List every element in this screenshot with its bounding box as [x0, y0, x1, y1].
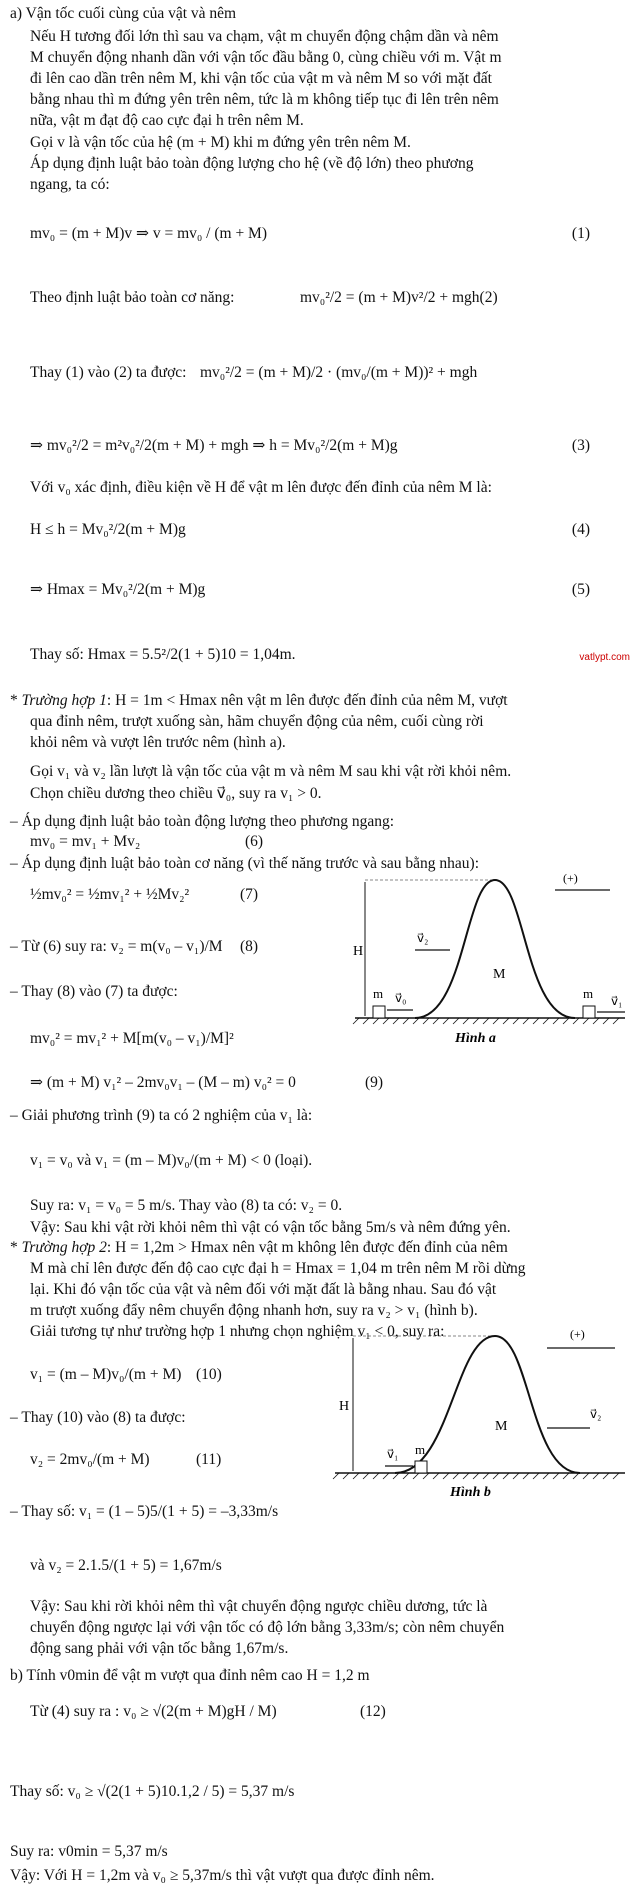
- eq-number-3: (3): [571, 437, 590, 454]
- equation-14: v₁ = (m – M)v₀/(m + M): [30, 1366, 182, 1383]
- block-m: [415, 1461, 427, 1473]
- equation-5: H ≤ h = Mv₀²/2(m + M)g: [30, 521, 186, 538]
- equation-13: v₁ = v₀ và v₁ = (m – M)v₀/(m + M) < 0 (loại).: [30, 1152, 313, 1169]
- equation-15: v₂ = 2mv₀/(m + M): [30, 1451, 150, 1468]
- equation-16: – Thay số: v₁ = (1 – 5)5/(1 + 5) = –3,33m/s: [10, 1503, 279, 1520]
- eq-number-7: (7): [240, 886, 259, 903]
- ground-hatching: [333, 1473, 619, 1479]
- paragraph-line: Theo định luật bảo toàn cơ năng:: [30, 289, 235, 306]
- label-m-left: m: [373, 986, 384, 1001]
- paragraph-line: M chuyển động nhanh dần với vận tốc đầu bằng 0, cùng chiều với m. Vật m: [30, 49, 502, 66]
- equation-12: ⇒ (m + M) v₁² – 2mv₀v₁ – (M – m) v₀² = 0: [30, 1074, 296, 1091]
- eq-number-1: (1): [571, 225, 590, 242]
- paragraph-line: bằng nhau thì m đứng yên trên nêm, tức là m không tiếp tục đi lên trên nêm: [30, 91, 499, 108]
- paragraph-line: – Áp dụng định luật bảo toàn động lượng theo phương ngang:: [10, 813, 395, 830]
- paragraph-line: động sang phải với vận tốc bằng 1,67m/s.: [30, 1640, 289, 1657]
- block-m-left: [373, 1006, 385, 1018]
- paragraph-line: Vậy: Sau khi rời khỏi nêm thì vật chuyển động ngược chiều dương, tức là: [30, 1598, 488, 1615]
- paragraph-line: ngang, ta có:: [30, 176, 110, 193]
- paragraph-line: Thay (1) vào (2) ta được:: [30, 364, 187, 381]
- eq-number-8: (8): [240, 938, 259, 955]
- eq-number-6: (6): [245, 833, 264, 850]
- equation-11: mv₀² = mv₁² + M[m(v₀ – v₁)/M]²: [30, 1030, 234, 1047]
- paragraph-line: Vậy: Với H = 1,2m và v₀ ≥ 5,37m/s thì vật vượt qua được đỉnh nêm.: [10, 1867, 435, 1884]
- figure-b: [315, 1318, 630, 1508]
- wedge-curve: [415, 880, 575, 1018]
- label-v1: v⃗₁: [611, 994, 623, 1008]
- label-v2: v⃗₂: [417, 931, 429, 945]
- eq-number-5: (5): [571, 581, 590, 598]
- caption-b: Hình b: [450, 1485, 491, 1500]
- caption-a: Hình a: [455, 1031, 496, 1046]
- eq-number-11: (11): [196, 1451, 222, 1468]
- paragraph-line: Suy ra: v₁ = v₀ = 5 m/s. Thay vào (8) ta có: v₂ = 0.: [30, 1197, 343, 1214]
- label-H: H: [339, 1399, 350, 1414]
- label-v0: v⃗₀: [395, 991, 407, 1005]
- eq-number-9: (9): [365, 1074, 384, 1091]
- case-1-line: * Trường hợp 1: H = 1m < Hmax nên vật m lên được đến đỉnh của nêm M, vượt: [10, 692, 508, 709]
- paragraph-line: m trượt xuống đẩy nêm chuyển động nhanh hơn, suy ra v₂ > v₁ (hình b).: [30, 1302, 478, 1319]
- paragraph-line: qua đỉnh nêm, trượt xuống sàn, hãm chuyển động của nêm, cuối cùng rời: [30, 713, 484, 730]
- label-M: M: [493, 967, 506, 982]
- label-positive: (+): [570, 1327, 585, 1341]
- label-m: m: [415, 1442, 426, 1457]
- paragraph-line: Áp dụng định luật bảo toàn động lượng cho hệ (về độ lớn) theo phương: [30, 155, 474, 172]
- equation-3: mv₀²/2 = (m + M)/2 · (mv₀/(m + M))² + mgh: [200, 364, 478, 381]
- watermark: vatlypt.com: [579, 652, 630, 663]
- paragraph-line: – Thay (10) vào (8) ta được:: [10, 1409, 186, 1426]
- eq-number-4: (4): [571, 521, 590, 538]
- label-v1: v⃗₁: [387, 1447, 399, 1461]
- paragraph-line: Vậy: Sau khi vật rời khỏi nêm thì vật có vận tốc bằng 5m/s và nêm đứng yên.: [30, 1219, 511, 1236]
- case-2-text: : H = 1,2m > Hmax nên vật m không lên được đến đỉnh của nêm: [106, 1239, 508, 1256]
- paragraph-line: chuyển động ngược lại với vận tốc có độ lớn bằng 3,33m/s; còn nêm chuyển: [30, 1619, 505, 1636]
- equation-19: Thay số: v₀ ≥ √(2(1 + 5)10.1,2 / 5) = 5,37 m/s: [10, 1783, 295, 1800]
- equation-8: mv₀ = mv₁ + Mv₂: [30, 833, 141, 850]
- case-1-label: Trường hợp 1: [21, 692, 107, 709]
- paragraph-line: lại. Khi đó vận tốc của vật và nêm đối với mặt đất là bằng nhau. Sau đó vật: [30, 1281, 497, 1298]
- equation-7: Thay số: Hmax = 5.5²/2(1 + 5)10 = 1,04m.: [30, 646, 296, 663]
- case-2-line: * Trường hợp 2: H = 1,2m > Hmax nên vật m không lên được đến đỉnh của nêm: [10, 1239, 508, 1256]
- equation-10: – Từ (6) suy ra: v₂ = m(v₀ – v₁)/M: [10, 938, 223, 955]
- label-positive: (+): [563, 871, 578, 885]
- block-m-right: [583, 1006, 595, 1018]
- eq-number-12: (12): [360, 1703, 386, 1720]
- paragraph-line: Gọi v₁ và v₂ lần lượt là vận tốc của vật m và nêm M sau khi vật rời khỏi nêm.: [30, 763, 512, 780]
- equation-1: mv₀ = (m + M)v ⇒ v = mv₀ / (m + M): [30, 225, 268, 242]
- paragraph-line: Chọn chiều dương theo chiều v⃗₀, suy ra v₁ > 0.: [30, 785, 322, 802]
- figure-a: [345, 860, 630, 1050]
- paragraph-line: – Áp dụng định luật bảo toàn cơ năng (vì thế năng trước và sau bằng nhau):: [10, 855, 480, 872]
- equation-4: ⇒ mv₀²/2 = m²v₀²/2(m + M) + mgh ⇒ h = Mv₀²/2(m + M)g: [30, 437, 398, 454]
- eq-number-10: (10): [196, 1366, 222, 1383]
- paragraph-line: nữa, vật m đạt độ cao cực đại h trên nêm M.: [30, 112, 304, 129]
- paragraph-line: Suy ra: v0min = 5,37 m/s: [10, 1843, 168, 1860]
- paragraph-line: Với v₀ xác định, điều kiện về H để vật m lên được đến đỉnh của nêm M là:: [30, 479, 492, 496]
- case-2-label: Trường hợp 2: [21, 1239, 107, 1256]
- paragraph-line: M mà chỉ lên được đến độ cao cực đại h = Hmax = 1,04 m trên nêm M rồi dừng: [30, 1260, 526, 1277]
- paragraph-line: Giải tương tự như trường hợp 1 nhưng chọn nghiệm v₁ < 0, suy ra:: [30, 1323, 445, 1340]
- paragraph-line: Nếu H tương đối lớn thì sau va chạm, vật m chuyển động chậm dần và nêm: [30, 28, 499, 45]
- ground-hatching: [353, 1018, 619, 1024]
- equation-9: ½mv₀² = ½mv₁² + ½Mv₂²: [30, 886, 190, 903]
- equation-2: mv₀²/2 = (m + M)v²/2 + mgh(2): [300, 289, 498, 306]
- label-m-right: m: [583, 986, 594, 1001]
- paragraph-line: – Thay (8) vào (7) ta được:: [10, 983, 178, 1000]
- paragraph-line: – Giải phương trình (9) ta có 2 nghiệm của v₁ là:: [10, 1107, 313, 1124]
- equation-6: ⇒ Hmax = Mv₀²/2(m + M)g: [30, 581, 206, 598]
- case-1-text: : H = 1m < Hmax nên vật m lên được đến đỉnh của nêm M, vượt: [106, 692, 508, 709]
- section-b-heading: b) Tính v0min để vật m vượt qua đỉnh nêm cao H = 1,2 m: [10, 1667, 370, 1684]
- label-M: M: [495, 1419, 508, 1434]
- section-a-heading: a) Vận tốc cuối cùng của vật và nêm: [10, 5, 237, 22]
- equation-18: Từ (4) suy ra : v₀ ≥ √(2(m + M)gH / M): [30, 1703, 277, 1720]
- label-H: H: [353, 944, 364, 959]
- equation-17: và v₂ = 2.1.5/(1 + 5) = 1,67m/s: [30, 1557, 222, 1574]
- paragraph-line: Gọi v là vận tốc của hệ (m + M) khi m đứng yên trên nêm M.: [30, 134, 411, 151]
- paragraph-line: khỏi nêm và vượt lên trước nêm (hình a).: [30, 734, 286, 751]
- label-v2: v⃗₂: [590, 1407, 602, 1421]
- paragraph-line: đi lên cao dần trên nêm M, khi vận tốc của vật m và nêm M so với mặt đất: [30, 70, 492, 87]
